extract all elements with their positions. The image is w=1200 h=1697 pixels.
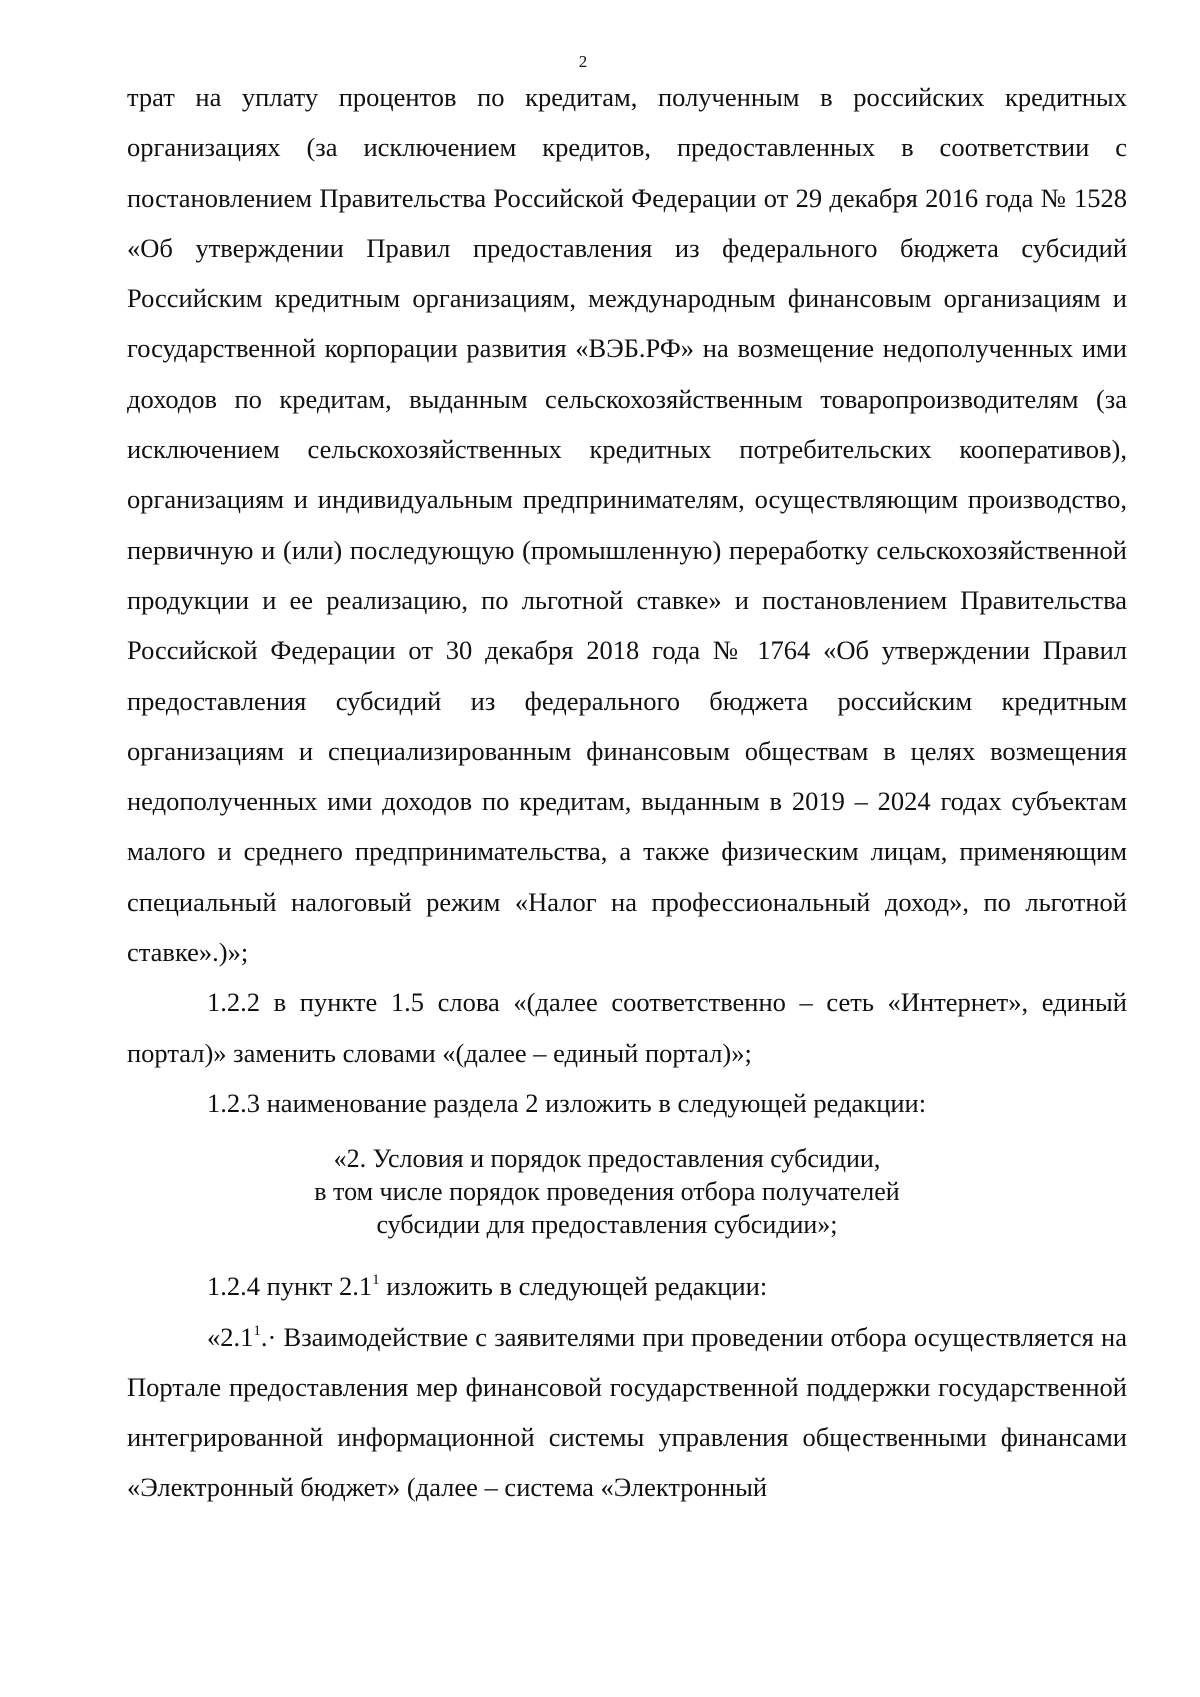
paragraph-1-2-2: 1.2.2 в пункте 1.5 слова «(далее соответственно – сеть «Интернет», единый портал)» заменить словами «(далее – единый портал)»; <box>127 987 1127 1068</box>
p4-superscript: 1 <box>372 1272 380 1289</box>
heading-line-1: «2. Условия и порядок предоставления субсидии, <box>333 1144 881 1174</box>
paragraph-2-1-1 <box>127 1312 1127 1513</box>
paragraph-1-2-4 <box>127 1261 1127 1311</box>
p5-superscript: 1 <box>253 1322 261 1339</box>
document-body <box>127 72 1127 1513</box>
section-heading-quote <box>127 1142 1127 1241</box>
page-number: 2 <box>578 52 588 71</box>
paragraph-continuation: трат на уплату процентов по кредитам, полученным в российских кредитных организациях (за исключением кредитов, предоставленных в соответствии с постановлением Правительства Российской Федерации от 29 декабря 2016 года № 1528 «Об утверждении Правил предоставления из федерального бюджета субсидий Российским кредитным организациям, международным финансовым организациям и государственной корпорации развития «ВЭБ.РФ» на возмещение недополученных ими доходов по кредитам, выданным сельскохозяйственным товаропроизводителям (за исключением сельскохозяйственных кредитных потребительских кооперативов), организациям и индивидуальным предпринимателям, осуществляющим производство, первичную и (или) последующую (промышленную) переработку сельскохозяйственной продукции и ее реализацию, по льготной ставке» и постановлением Правительства Российской Федерации от 30 декабря 2018 года № 1764 «Об утверждении Правил предоставления субсидий из федерального бюджета российским кредитным организациям и специализированным финансовым обществам в целях возмещения недополученных ими доходов по кредитам, выданным в 2019 – 2024 годах субъектам малого и среднего предпринимательства, а также физическим лицам, применяющим специальный налоговый режим «Налог на профессиональный доход», по льготной ставке».)»; <box>127 82 1127 968</box>
heading-line-3: субсидии для предоставления субсидии»; <box>376 1210 838 1240</box>
heading-line-2: в том числе порядок проведения отбора получателей <box>314 1177 900 1207</box>
p4-text-before: 1.2.4 пункт 2.1 <box>207 1271 373 1302</box>
p5-text-before: «2.1 <box>207 1321 254 1352</box>
p4-text-after: изложить в следующей редакции: <box>379 1271 768 1302</box>
paragraph-1-2-3: 1.2.3 наименование раздела 2 изложить в следующей редакции: <box>207 1087 927 1118</box>
p5-text-after: .· Взаимодействие с заявителями при проведении отбора осуществляется на Портале предоставления мер финансовой государственной поддержки государственной интегрированной информационной системы управления общественными финансами «Электронный бюджет» (далее – система «Электронный <box>127 1321 1127 1503</box>
